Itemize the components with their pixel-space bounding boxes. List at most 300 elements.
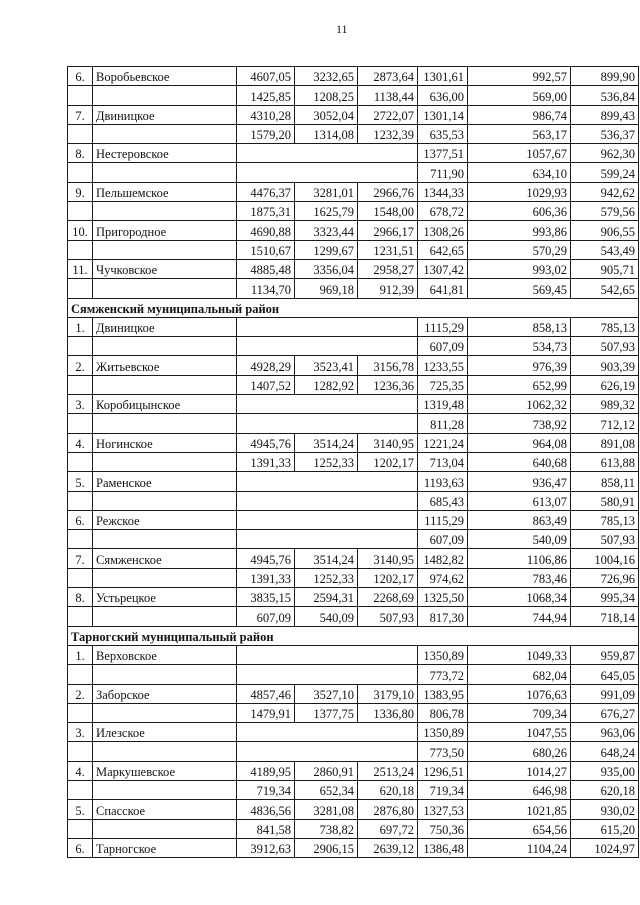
value-cell: 1319,48 — [418, 395, 468, 414]
value-cell: 4857,46 — [237, 684, 295, 703]
row-number: 1. — [68, 317, 93, 336]
section-title: Тарногский муниципальный район — [68, 626, 639, 645]
value-cell: 1407,52 — [237, 375, 295, 394]
value-cell: 2860,91 — [295, 761, 358, 780]
value-cell: 1138,44 — [358, 86, 418, 105]
row-number: 4. — [68, 433, 93, 452]
row-number — [68, 337, 93, 356]
value-cell: 607,09 — [418, 530, 468, 549]
value-cell: 817,30 — [418, 607, 468, 626]
value-cell: 899,90 — [571, 67, 639, 86]
value-cell: 1282,92 — [295, 375, 358, 394]
row-number — [68, 86, 93, 105]
value-cell: 1106,86 — [468, 549, 571, 568]
empty-cell — [237, 317, 418, 336]
table-row — [68, 723, 639, 742]
value-cell: 773,72 — [418, 665, 468, 684]
value-cell: 726,96 — [571, 568, 639, 587]
value-cell: 3523,41 — [295, 356, 358, 375]
value-cell: 3514,24 — [295, 549, 358, 568]
value-cell: 930,02 — [571, 800, 639, 819]
value-cell: 1014,27 — [468, 761, 571, 780]
value-cell: 806,78 — [418, 703, 468, 722]
value-cell: 646,98 — [468, 780, 571, 799]
value-cell: 1252,33 — [295, 452, 358, 471]
row-number: 4. — [68, 761, 93, 780]
value-cell: 648,24 — [571, 742, 639, 761]
value-cell: 570,29 — [468, 240, 571, 259]
table-subrow — [68, 568, 639, 587]
value-cell: 1548,00 — [358, 202, 418, 221]
value-cell: 719,34 — [418, 780, 468, 799]
value-cell: 1336,80 — [358, 703, 418, 722]
row-number: 11. — [68, 259, 93, 278]
value-cell: 4885,48 — [237, 259, 295, 278]
value-cell: 3156,78 — [358, 356, 418, 375]
table-subrow — [68, 124, 639, 143]
table-row — [68, 221, 639, 240]
value-cell: 963,06 — [571, 723, 639, 742]
empty-cell — [237, 665, 418, 684]
value-cell: 3912,63 — [237, 838, 295, 857]
value-cell: 3356,04 — [295, 259, 358, 278]
row-number: 6. — [68, 838, 93, 857]
settlement-name: Спасское — [93, 800, 237, 819]
row-number — [68, 202, 93, 221]
value-cell: 3835,15 — [237, 588, 295, 607]
value-cell: 2722,07 — [358, 105, 418, 124]
value-cell: 3281,01 — [295, 182, 358, 201]
value-cell: 2876,80 — [358, 800, 418, 819]
value-cell: 1391,33 — [237, 568, 295, 587]
value-cell: 785,13 — [571, 510, 639, 529]
settlement-name — [93, 491, 237, 510]
settlement-name: Ногинское — [93, 433, 237, 452]
section-header-row — [68, 298, 639, 317]
value-cell: 1327,53 — [418, 800, 468, 819]
value-cell: 1579,20 — [237, 124, 295, 143]
value-cell: 3527,10 — [295, 684, 358, 703]
row-number — [68, 607, 93, 626]
value-cell: 652,34 — [295, 780, 358, 799]
table-row — [68, 800, 639, 819]
value-cell: 995,34 — [571, 588, 639, 607]
value-cell: 507,93 — [571, 337, 639, 356]
value-cell: 1062,32 — [468, 395, 571, 414]
empty-cell — [237, 395, 418, 414]
value-cell: 1236,36 — [358, 375, 418, 394]
value-cell: 680,26 — [468, 742, 571, 761]
value-cell: 891,08 — [571, 433, 639, 452]
value-cell: 1193,63 — [418, 472, 468, 491]
settlement-name: Пельшемское — [93, 182, 237, 201]
table-row — [68, 472, 639, 491]
value-cell: 3140,95 — [358, 549, 418, 568]
value-cell: 678,72 — [418, 202, 468, 221]
value-cell: 607,09 — [418, 337, 468, 356]
value-cell: 536,84 — [571, 86, 639, 105]
section-header-row — [68, 626, 639, 645]
row-number: 9. — [68, 182, 93, 201]
table-row — [68, 588, 639, 607]
value-cell: 652,99 — [468, 375, 571, 394]
value-cell: 4928,29 — [237, 356, 295, 375]
value-cell: 606,36 — [468, 202, 571, 221]
value-cell: 4945,76 — [237, 549, 295, 568]
settlement-name — [93, 452, 237, 471]
value-cell: 1115,29 — [418, 317, 468, 336]
settlement-name — [93, 819, 237, 838]
row-number — [68, 742, 93, 761]
table-subrow — [68, 163, 639, 182]
value-cell: 507,93 — [571, 530, 639, 549]
value-cell: 3232,65 — [295, 67, 358, 86]
value-cell: 1068,34 — [468, 588, 571, 607]
value-cell: 1221,24 — [418, 433, 468, 452]
value-cell: 599,24 — [571, 163, 639, 182]
value-cell: 1252,33 — [295, 568, 358, 587]
value-cell: 713,04 — [418, 452, 468, 471]
table-subrow — [68, 703, 639, 722]
settlement-name: Раменское — [93, 472, 237, 491]
section-title: Сямженский муниципальный район — [68, 298, 639, 317]
settlement-name — [93, 780, 237, 799]
tariff-table — [67, 66, 639, 858]
value-cell: 2966,17 — [358, 221, 418, 240]
table-subrow — [68, 375, 639, 394]
empty-cell — [237, 645, 418, 664]
row-number — [68, 240, 93, 259]
value-cell: 811,28 — [418, 414, 468, 433]
value-cell: 654,56 — [468, 819, 571, 838]
value-cell: 974,62 — [418, 568, 468, 587]
value-cell: 903,39 — [571, 356, 639, 375]
settlement-name — [93, 337, 237, 356]
row-number: 7. — [68, 105, 93, 124]
table-body — [68, 67, 639, 858]
value-cell: 569,00 — [468, 86, 571, 105]
empty-cell — [237, 414, 418, 433]
value-cell: 1299,67 — [295, 240, 358, 259]
row-number: 8. — [68, 588, 93, 607]
table-row — [68, 433, 639, 452]
settlement-name — [93, 568, 237, 587]
value-cell: 2966,76 — [358, 182, 418, 201]
table-subrow — [68, 665, 639, 684]
settlement-name: Двиницкое — [93, 317, 237, 336]
value-cell: 1301,14 — [418, 105, 468, 124]
value-cell: 620,18 — [571, 780, 639, 799]
row-number — [68, 703, 93, 722]
value-cell: 1029,93 — [468, 182, 571, 201]
row-number: 5. — [68, 800, 93, 819]
value-cell: 3323,44 — [295, 221, 358, 240]
value-cell: 899,43 — [571, 105, 639, 124]
empty-cell — [237, 530, 418, 549]
value-cell: 1314,08 — [295, 124, 358, 143]
value-cell: 1104,24 — [468, 838, 571, 857]
row-number: 6. — [68, 67, 93, 86]
table-subrow — [68, 452, 639, 471]
value-cell: 1047,55 — [468, 723, 571, 742]
table-subrow — [68, 240, 639, 259]
value-cell: 540,09 — [295, 607, 358, 626]
table-subrow — [68, 337, 639, 356]
value-cell: 569,45 — [468, 279, 571, 298]
table-subrow — [68, 780, 639, 799]
settlement-name: Сямженское — [93, 549, 237, 568]
table-row — [68, 838, 639, 857]
value-cell: 676,27 — [571, 703, 639, 722]
settlement-name — [93, 414, 237, 433]
value-cell: 785,13 — [571, 317, 639, 336]
settlement-name: Житьевское — [93, 356, 237, 375]
value-cell: 4836,56 — [237, 800, 295, 819]
value-cell: 712,12 — [571, 414, 639, 433]
value-cell: 993,02 — [468, 259, 571, 278]
value-cell: 620,18 — [358, 780, 418, 799]
table-row — [68, 144, 639, 163]
value-cell: 750,36 — [418, 819, 468, 838]
value-cell: 718,14 — [571, 607, 639, 626]
value-cell: 935,00 — [571, 761, 639, 780]
value-cell: 959,87 — [571, 645, 639, 664]
value-cell: 1350,89 — [418, 645, 468, 664]
settlement-name: Чучковское — [93, 259, 237, 278]
value-cell: 1425,85 — [237, 86, 295, 105]
value-cell: 540,09 — [468, 530, 571, 549]
value-cell: 536,37 — [571, 124, 639, 143]
table-subrow — [68, 202, 639, 221]
value-cell: 640,68 — [468, 452, 571, 471]
empty-cell — [237, 337, 418, 356]
settlement-name — [93, 279, 237, 298]
value-cell: 3179,10 — [358, 684, 418, 703]
row-number — [68, 124, 93, 143]
row-number: 3. — [68, 395, 93, 414]
value-cell: 858,11 — [571, 472, 639, 491]
settlement-name: Коробицынское — [93, 395, 237, 414]
table-subrow — [68, 607, 639, 626]
row-number — [68, 665, 93, 684]
table-subrow — [68, 491, 639, 510]
table-row — [68, 356, 639, 375]
value-cell: 626,19 — [571, 375, 639, 394]
value-cell: 563,17 — [468, 124, 571, 143]
value-cell: 719,34 — [237, 780, 295, 799]
value-cell: 4690,88 — [237, 221, 295, 240]
row-number — [68, 279, 93, 298]
value-cell: 989,32 — [571, 395, 639, 414]
value-cell: 3514,24 — [295, 433, 358, 452]
value-cell: 711,90 — [418, 163, 468, 182]
table-subrow — [68, 819, 639, 838]
settlement-name — [93, 665, 237, 684]
settlement-name — [93, 742, 237, 761]
value-cell: 1232,39 — [358, 124, 418, 143]
value-cell: 1202,17 — [358, 452, 418, 471]
row-number — [68, 568, 93, 587]
value-cell: 1350,89 — [418, 723, 468, 742]
value-cell: 1479,91 — [237, 703, 295, 722]
value-cell: 685,43 — [418, 491, 468, 510]
value-cell: 3140,95 — [358, 433, 418, 452]
row-number — [68, 819, 93, 838]
value-cell: 615,20 — [571, 819, 639, 838]
empty-cell — [237, 472, 418, 491]
value-cell: 2639,12 — [358, 838, 418, 857]
value-cell: 635,53 — [418, 124, 468, 143]
value-cell: 1344,33 — [418, 182, 468, 201]
value-cell: 906,55 — [571, 221, 639, 240]
value-cell: 976,39 — [468, 356, 571, 375]
value-cell: 636,00 — [418, 86, 468, 105]
value-cell: 1875,31 — [237, 202, 295, 221]
value-cell: 1482,82 — [418, 549, 468, 568]
settlement-name: Устьрецкое — [93, 588, 237, 607]
value-cell: 991,09 — [571, 684, 639, 703]
settlement-name: Режское — [93, 510, 237, 529]
value-cell: 1208,25 — [295, 86, 358, 105]
value-cell: 1377,51 — [418, 144, 468, 163]
value-cell: 613,07 — [468, 491, 571, 510]
value-cell: 993,86 — [468, 221, 571, 240]
row-number — [68, 780, 93, 799]
table-row — [68, 182, 639, 201]
value-cell: 1386,48 — [418, 838, 468, 857]
value-cell: 1004,16 — [571, 549, 639, 568]
value-cell: 634,10 — [468, 163, 571, 182]
row-number: 8. — [68, 144, 93, 163]
value-cell: 1301,61 — [418, 67, 468, 86]
settlement-name: Верховское — [93, 645, 237, 664]
value-cell: 2958,27 — [358, 259, 418, 278]
table-subrow — [68, 86, 639, 105]
value-cell: 1383,95 — [418, 684, 468, 703]
value-cell: 1308,26 — [418, 221, 468, 240]
value-cell: 1391,33 — [237, 452, 295, 471]
value-cell: 2268,69 — [358, 588, 418, 607]
row-number — [68, 414, 93, 433]
table-row — [68, 395, 639, 414]
value-cell: 4607,05 — [237, 67, 295, 86]
value-cell: 1296,51 — [418, 761, 468, 780]
empty-cell — [237, 723, 418, 742]
table-row — [68, 259, 639, 278]
value-cell: 4476,37 — [237, 182, 295, 201]
value-cell: 4945,76 — [237, 433, 295, 452]
value-cell: 697,72 — [358, 819, 418, 838]
empty-cell — [237, 491, 418, 510]
value-cell: 1510,67 — [237, 240, 295, 259]
value-cell: 543,49 — [571, 240, 639, 259]
empty-cell — [237, 163, 418, 182]
value-cell: 645,05 — [571, 665, 639, 684]
value-cell: 2513,24 — [358, 761, 418, 780]
value-cell: 579,56 — [571, 202, 639, 221]
value-cell: 1021,85 — [468, 800, 571, 819]
empty-cell — [237, 144, 418, 163]
row-number — [68, 530, 93, 549]
row-number: 6. — [68, 510, 93, 529]
value-cell: 1115,29 — [418, 510, 468, 529]
settlement-name: Тарногское — [93, 838, 237, 857]
value-cell: 936,47 — [468, 472, 571, 491]
value-cell: 534,73 — [468, 337, 571, 356]
table-subrow — [68, 414, 639, 433]
table-row — [68, 105, 639, 124]
settlement-name — [93, 240, 237, 259]
table-subrow — [68, 530, 639, 549]
table-row — [68, 684, 639, 703]
value-cell: 1049,33 — [468, 645, 571, 664]
value-cell: 969,18 — [295, 279, 358, 298]
value-cell: 1307,42 — [418, 259, 468, 278]
row-number: 2. — [68, 684, 93, 703]
table-row — [68, 549, 639, 568]
settlement-name: Воробьевское — [93, 67, 237, 86]
row-number — [68, 375, 93, 394]
row-number — [68, 452, 93, 471]
row-number: 7. — [68, 549, 93, 568]
value-cell: 1233,55 — [418, 356, 468, 375]
table-row — [68, 645, 639, 664]
row-number: 5. — [68, 472, 93, 491]
value-cell: 4310,28 — [237, 105, 295, 124]
value-cell: 1024,97 — [571, 838, 639, 857]
value-cell: 992,57 — [468, 67, 571, 86]
value-cell: 1625,79 — [295, 202, 358, 221]
table-row — [68, 761, 639, 780]
value-cell: 773,50 — [418, 742, 468, 761]
settlement-name — [93, 163, 237, 182]
value-cell: 964,08 — [468, 433, 571, 452]
value-cell: 682,04 — [468, 665, 571, 684]
page-number: 11 — [336, 22, 348, 36]
row-number — [68, 163, 93, 182]
empty-cell — [237, 742, 418, 761]
value-cell: 607,09 — [237, 607, 295, 626]
value-cell: 863,49 — [468, 510, 571, 529]
value-cell: 1076,63 — [468, 684, 571, 703]
value-cell: 642,65 — [418, 240, 468, 259]
value-cell: 1057,67 — [468, 144, 571, 163]
value-cell: 783,46 — [468, 568, 571, 587]
value-cell: 1231,51 — [358, 240, 418, 259]
value-cell: 744,94 — [468, 607, 571, 626]
settlement-name: Илезское — [93, 723, 237, 742]
value-cell: 1325,50 — [418, 588, 468, 607]
settlement-name — [93, 530, 237, 549]
settlement-name: Двиницкое — [93, 105, 237, 124]
value-cell: 942,62 — [571, 182, 639, 201]
value-cell: 2906,15 — [295, 838, 358, 857]
settlement-name: Маркушевское — [93, 761, 237, 780]
settlement-name — [93, 607, 237, 626]
settlement-name: Заборское — [93, 684, 237, 703]
value-cell: 2873,64 — [358, 67, 418, 86]
value-cell: 912,39 — [358, 279, 418, 298]
value-cell: 858,13 — [468, 317, 571, 336]
empty-cell — [237, 510, 418, 529]
value-cell: 1377,75 — [295, 703, 358, 722]
value-cell: 725,35 — [418, 375, 468, 394]
value-cell: 4189,95 — [237, 761, 295, 780]
value-cell: 738,92 — [468, 414, 571, 433]
row-number: 1. — [68, 645, 93, 664]
value-cell: 3052,04 — [295, 105, 358, 124]
table-row — [68, 67, 639, 86]
